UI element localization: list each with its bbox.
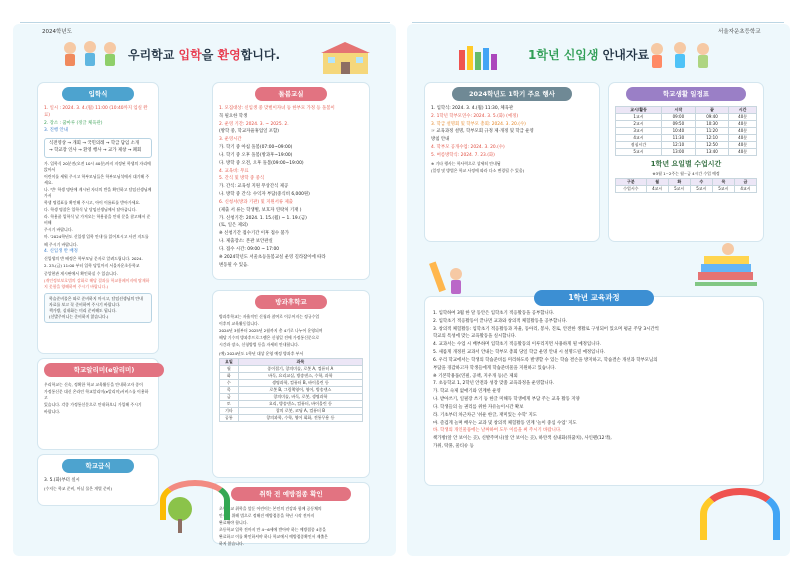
care-line-2: 꼭 필요한 학생 bbox=[219, 113, 248, 119]
crayon-pencils-icon bbox=[455, 42, 505, 72]
table-header: 끝 bbox=[695, 107, 729, 114]
table-row bbox=[220, 387, 363, 394]
curri-line-15: 마. 즐겁게 놀며 배우는 교과 및 창의적 체험활동 연계 '놀이 중심 수업' 지도 bbox=[433, 420, 577, 426]
table-cell: 4교시 bbox=[646, 185, 668, 192]
rainbow-right-icon bbox=[700, 488, 780, 540]
vacc-line-4: 초등학교 입학 전까지 만 4~6세에 받아야 하는 예방접종 4종을 bbox=[219, 527, 327, 533]
table-cell: 종이접기, 창의미술, 로봇 A, 컴퓨터 A bbox=[238, 366, 362, 373]
table-cell: 기타 bbox=[220, 408, 239, 415]
entrance-line-2: 2. 장소 : 꿈마루 (정글 체육관) bbox=[44, 120, 103, 126]
alimi-line-1: 우리학교는 신속, 정확한 학교 교육활동을 안내하고자 종이 bbox=[44, 382, 143, 387]
schedule-panel bbox=[608, 82, 764, 242]
entrance-flow-box bbox=[44, 138, 152, 158]
events-line-4: ☞ 교육과정 설명, 학부모회 규정 제·개정 및 학급 운영 bbox=[431, 129, 534, 135]
class-assign-2: 2. 23.(금) 11:00 부터 입학 당일까지 서울자운초등학교 bbox=[44, 263, 140, 269]
curri-line-6: 5. 새롭게 개정된 교과서 안내는 학부모 총회 당일 학급 운영 안내 시 설명드릴 예정입니다. bbox=[433, 350, 606, 356]
after-line-1: 방과후학교는 자율적인 신청과 참여로 이루어지는 정규수업 bbox=[219, 314, 320, 319]
events-line-3: 3. 학급 설명회 및 학부모 총회: 2024. 3. 20.(수) bbox=[431, 121, 526, 127]
events-line-2: 2. 1학년 학부모연수: 2024. 3. 5.(화) (예정) bbox=[431, 113, 519, 119]
table-header: 화 bbox=[668, 178, 690, 185]
care-panel bbox=[212, 82, 370, 280]
vaccination-panel bbox=[212, 482, 370, 547]
table-cell: 화 bbox=[220, 373, 239, 380]
curri-line-14: 라. 기초부터 차근차근 '쉬운 한글, 재미있는 수학' 지도 bbox=[433, 412, 538, 418]
events-line-1: 1. 입학식: 2024. 3. 4.(월) 11:30, 체육관 bbox=[431, 106, 514, 111]
table-cell: 수 bbox=[220, 380, 239, 387]
table-header: 목 bbox=[712, 178, 734, 185]
weekly-hours-title: 1학년 요일별 수업시간 bbox=[650, 160, 722, 168]
table-row bbox=[220, 373, 363, 380]
alimi-line-4: 바랍니다. bbox=[44, 409, 61, 415]
care-line-13: 6. 신청서(방과 기관) 및 지원서류 제출 bbox=[219, 199, 293, 205]
table-cell: 40분 bbox=[729, 142, 757, 149]
after-school-panel bbox=[212, 290, 370, 478]
table-header: 교시/활동 bbox=[616, 107, 662, 114]
table-cell: 40분 bbox=[729, 121, 757, 128]
books-illustration-icon bbox=[690, 242, 760, 292]
entrance-note-8: 마. '2024학년도 신입생 입학 안내'를 읽어보시고 사전 지도를 bbox=[44, 234, 149, 240]
children-illustration-icon bbox=[60, 38, 120, 68]
table-row bbox=[616, 185, 757, 192]
events-line-7: 5. 여름방학식: 2024. 7. 23.(화) bbox=[431, 152, 495, 158]
curri-line-3: 3. 창의적 체험활동: 입학초기 적응활동과 자율, 동아리, 봉사, 진로, 안전한 생활로 구성되어 있으며 평균 주당 3시간씩 bbox=[433, 326, 659, 332]
weekly-hours-note: ※3월 1~2주는 월~금 4시간 수업 예정 bbox=[652, 170, 720, 176]
alimi-title: 학교알리미(e알리미) bbox=[44, 363, 164, 377]
table-cell: 창의 로봇, 코딩 A, 컴퓨터 B bbox=[238, 408, 362, 415]
care-line-11: 가. 간식: 교육청 지원 무상간식 제공 bbox=[219, 184, 289, 190]
table-cell: 창의과학, 수학, 영어 회화, 전통무용 등 bbox=[238, 415, 362, 422]
care-line-17: ※ 신청기간 접수기간 이후 접수 불가 bbox=[219, 231, 290, 237]
care-line-20: ※ 2024학년도 서울초등돌봄교실 운영 길라잡이에 따라 bbox=[219, 254, 326, 260]
pencil-kids-icon bbox=[428, 258, 468, 298]
curri-line-17: 책가방(앞 안 보이는 곳), 신발주머니(앞 안 보이는 곳), 하얀색 실내화(뒤꿈치), 사인펜(12색), bbox=[433, 436, 612, 442]
table-cell: 목 bbox=[220, 387, 239, 394]
table-cell: 11:30 bbox=[662, 135, 696, 142]
table-cell: 40분 bbox=[729, 114, 757, 121]
supplies-box bbox=[44, 293, 152, 323]
care-line-18: 나. 제출장소: 본관 보안관실 bbox=[219, 239, 273, 245]
care-line-10: 5. 간식 및 방학 중 중식 bbox=[219, 176, 265, 182]
table-cell: 5교시 bbox=[616, 149, 662, 156]
table-row bbox=[616, 128, 757, 135]
table-row bbox=[220, 408, 363, 415]
right-page-title: 1학년 신입생 안내자료 bbox=[528, 48, 650, 62]
table-cell: 생명과학, 컴퓨터 B, 바이올린 등 bbox=[238, 380, 362, 387]
table-cell: 4교시 bbox=[616, 135, 662, 142]
table-cell: 40분 bbox=[729, 135, 757, 142]
alimi-line-2: 가정통신문 대신 온라인 학교알리미(e알리미)서비스를 이용하고 bbox=[44, 389, 149, 401]
curri-line-4: 학교의 특성에 맞는 교육활동을 실시합니다. bbox=[433, 334, 517, 340]
entrance-flow-1: 식전영상 → 개회 → 국민의례 → 학급 담임 소개 bbox=[49, 141, 140, 147]
after-line-4: 해당 기수의 방과후프로그램은 신청일 전에 가정통신문으로 bbox=[219, 335, 320, 341]
entrance-note-7: 주시기 바랍니다. bbox=[44, 227, 73, 233]
events-panel bbox=[424, 82, 600, 242]
curriculum-title: 1학년 교육과정 bbox=[534, 290, 654, 306]
school-building-icon bbox=[318, 40, 373, 75]
right-top-line bbox=[412, 22, 784, 23]
table-row bbox=[616, 142, 757, 149]
curri-line-9: ※ 기본학용품(연필, 공책, 지우개 등)은 제외 bbox=[433, 373, 518, 379]
events-title: 2024학년도 1학기 주요 행사 bbox=[452, 87, 572, 101]
curri-line-8: 부담을 경감하고자 학생들에게 학습준비물을 지원하고 있습니다. bbox=[433, 365, 556, 371]
table-cell: 3교시 bbox=[616, 128, 662, 135]
table-row bbox=[220, 394, 363, 401]
table-cell: 09:00 bbox=[662, 114, 696, 121]
after-line-2: 이후의 교육활동입니다. bbox=[219, 321, 260, 327]
curri-line-16: 바. 학생의 개인물품에는 날짜하여 도두 이름을 써 주시기 바랍니다. bbox=[433, 428, 562, 434]
entrance-note-2: 어린이를 세워 주시고 학부모님들은 학부모님석에서 대기해 주세요. bbox=[44, 174, 150, 186]
class-assign-privacy-note: (개인정보보호법의 강화로 해당 결과를 학교홈페이지에 탑재하지 못함을 양해하여 주시기 바랍니다.) bbox=[44, 277, 150, 289]
table-cell: 13:00 bbox=[662, 149, 696, 156]
care-line-16: (토, 일은 제외) bbox=[219, 223, 248, 229]
supplies-line-2: 자료를 보고 꼭 준비하여 주시기 바랍니다. bbox=[49, 301, 121, 307]
alimi-panel bbox=[37, 358, 159, 450]
entrance-flow-2: → 학교장 인사 → 환영 행사 → 교가 제창 → 폐회 bbox=[49, 148, 142, 154]
table-cell: 09:50 bbox=[662, 121, 696, 128]
table-header: 시간 bbox=[729, 107, 757, 114]
table-cell: 12:10 bbox=[695, 135, 729, 142]
table-row bbox=[220, 401, 363, 408]
after-school-title: 방과후학교 bbox=[255, 295, 327, 309]
curri-line-11: 가. 학교 숙제 없애기와 연계한 운영 bbox=[433, 389, 501, 395]
curri-line-12: 나. 받아쓰기, 일필장 쓰기 등 한글 미해득 학생에게 부담 주는 교육 활동 지양 bbox=[433, 397, 580, 403]
header-year: 2024학년도 bbox=[42, 29, 72, 35]
events-line-8: ※ 기타 행사는 학사력으로 상세히 안내됨 bbox=[431, 160, 501, 166]
after-line-3: 2024년 3월부터 2025년 2월까지 총 4기로 나누어 운영되며 bbox=[219, 328, 323, 334]
care-line-21: 변동될 수 있음. bbox=[219, 262, 249, 268]
alimi-line-3: 있습니다. 각종 가정통신문으로 안내하오니 가입해 주시기 bbox=[44, 402, 142, 408]
header-school: 서울자운초등학교 bbox=[718, 29, 761, 35]
after-table-title: (예) 2024년도 1학년 대상 운영 예정 방과후 부서 bbox=[219, 351, 304, 357]
care-line-8: 다. 방학 중 오전, 오후 돌봄(09:00~19:00) bbox=[219, 160, 304, 166]
care-line-12: 나. 방학 중 간식: 수익자 부담(중식비 6,000원) bbox=[219, 192, 310, 198]
table-row bbox=[616, 114, 757, 121]
left-page-title: 우리학교 입학을 환영합니다. bbox=[128, 48, 281, 62]
entrance-line-3: 3. 진행 안내 bbox=[44, 128, 68, 134]
entrance-note-3: 나. '반' 학생 명단에 게시된 자녀의 반을 확인하고 담임선생님께 가서 bbox=[44, 187, 152, 199]
table-cell: 창의미술, 바둑, 로봇, 생명과학 bbox=[238, 394, 362, 401]
table-header: 시작 bbox=[662, 107, 696, 114]
care-line-15: 가. 신청기간: 2024. 1. 15.(월) ~ 1. 19.(금) bbox=[219, 215, 307, 221]
table-cell: 5교시 bbox=[712, 185, 734, 192]
vaccination-title: 취학 전 예방접종 확인 bbox=[231, 487, 351, 501]
entrance-line-1: 1. 일시 : 2024. 3. 4.(월) 11:00 (10:40까지 입실 완료) bbox=[44, 106, 148, 118]
care-line-7: 나. 학기 중 오후 돌봄(방과후~19:00) bbox=[219, 152, 293, 158]
table-cell: 바둑, 요리교실, 방송댄스, 수학, 과학 bbox=[238, 373, 362, 380]
daily-schedule-table bbox=[615, 106, 757, 156]
care-line-9: 4. 교육비: 무료 bbox=[219, 168, 249, 174]
table-cell: 40분 bbox=[729, 128, 757, 135]
curriculum-panel bbox=[424, 293, 764, 486]
table-cell: 11:20 bbox=[695, 128, 729, 135]
table-row bbox=[220, 380, 363, 387]
table-cell: 금 bbox=[220, 394, 239, 401]
after-school-table bbox=[219, 358, 363, 422]
table-cell: 점심시간 bbox=[616, 142, 662, 149]
table-cell: 토 bbox=[220, 401, 239, 408]
curri-line-10: 7. 초등학교 1, 2학년 안전과 성장 맞춤 교육과정을 운영합니다. bbox=[433, 381, 555, 387]
class-assign-1: 신입생의 반 배정은 학부모님 문자로 알려드립니다. 2024. bbox=[44, 256, 143, 262]
curri-line-18: 가위, 딱풀, 물티슈 등 bbox=[433, 444, 474, 450]
care-line-3: 2. 운영 기간: 2024. 3. ~ 2025. 2. bbox=[219, 121, 289, 127]
table-cell: 4교시 bbox=[734, 185, 756, 192]
meal-line-1: 3. 5.(화)부터 실시 bbox=[44, 478, 80, 483]
table-cell: 5교시 bbox=[690, 185, 712, 192]
table-cell: 40분 bbox=[729, 149, 757, 156]
table-header: 구분 bbox=[616, 178, 647, 185]
vacc-line-1: 초등학교 취학을 앞둔 어린이는 본인의 건강과 함께 공동체의 bbox=[219, 506, 322, 511]
class-assign-3: 중앙현관 게시판에서 확인하실 수 있습니다. bbox=[44, 270, 118, 276]
schedule-title: 학교생활 일정표 bbox=[626, 87, 746, 101]
table-cell: 공통 bbox=[220, 415, 239, 422]
table-cell: 09:40 bbox=[695, 114, 729, 121]
supplies-line-3: 책가방, 실내화는 미리 준비해도 됩니다. bbox=[49, 307, 117, 313]
curri-line-2: 2. 입학초기 적응활동이 끝나면 교과와 창의적 체험활동을 공부합니다. bbox=[433, 318, 568, 324]
table-cell: 2교시 bbox=[616, 121, 662, 128]
table-cell: 로봇 B, 그림책영어, 영어, 방송댄스 bbox=[238, 387, 362, 394]
tree-icon bbox=[165, 495, 195, 535]
supplies-line-1: 학습준비물은 따로 준비하지 마시고, 담임선생님의 안내 bbox=[49, 295, 143, 301]
events-line-6: 4. 학부모 공개수업: 2024. 3. 20.(수) bbox=[431, 145, 505, 151]
table-row bbox=[616, 149, 757, 156]
class-assign-title: 4. 신입생 반 배정 bbox=[44, 248, 78, 254]
table-header: 월 bbox=[646, 178, 668, 185]
kids-group-icon bbox=[645, 40, 715, 70]
vacc-line-5: 완료하고 이를 확인하셔야 하나 학교에서 예방접종확인서 제출은 bbox=[219, 534, 328, 540]
entrance-note-1: 가. 입학식 20분전(오전 10시 40분)까지 지정된 학생의 자리에 앉아서 bbox=[44, 160, 151, 173]
care-title: 돌봄교실 bbox=[255, 87, 327, 101]
after-line-5: 시간과 장소, 신청방법 등을 자세히 안내합니다. bbox=[219, 342, 300, 348]
entrance-title: 입학식 bbox=[62, 87, 134, 101]
table-cell: 5교시 bbox=[668, 185, 690, 192]
care-line-6: 가. 학기 중 아침 돌봄(07:00~09:00) bbox=[219, 145, 293, 151]
entrance-panel bbox=[37, 82, 159, 354]
curri-line-7: 6. 우리 학교에서는 학생의 학습준비를 미리하도록 발생할 수 있는 학습 결손을 방지하고, 학습결손 개선과 학부모님의 bbox=[433, 357, 658, 363]
table-row bbox=[220, 415, 363, 422]
care-line-1: 1. 모집대상: 신입생 중 맞벌이자녀 등 한부모 가정 등 돌봄이 bbox=[219, 106, 335, 111]
left-top-line bbox=[20, 22, 390, 23]
events-line-5: 방침 안내 bbox=[431, 137, 450, 143]
events-line-9: (일정 및 방법은 학교 사정에 따라 다소 변경될 수 있음) bbox=[431, 167, 525, 173]
table-cell: 12:10 bbox=[662, 142, 696, 149]
table-row bbox=[616, 121, 757, 128]
entrance-note-6: 라. 학용품 입학식 날 가져오는 학용품을 안내 문을 참고해서 준비해 bbox=[44, 214, 151, 226]
table-cell: 10:40 bbox=[662, 128, 696, 135]
curri-line-13: 다. 학생들의 놀 권리를 위한 자유놀이시간 확보 bbox=[433, 404, 524, 410]
weekly-hours-table bbox=[615, 178, 757, 193]
table-row bbox=[220, 366, 363, 373]
table-cell: 월 bbox=[220, 366, 239, 373]
table-header: 수 bbox=[690, 178, 712, 185]
vacc-line-6: 하지 않습니다. bbox=[219, 541, 245, 547]
table-header: 금 bbox=[734, 178, 756, 185]
vacc-line-3: 완료해야 합니다. bbox=[219, 520, 248, 526]
vacc-line-2: 안전을 위해 법으로 정해진 예방접종을 학년 시작 전까지 bbox=[219, 513, 315, 519]
table-cell: 수업시수 bbox=[616, 185, 647, 192]
entrance-note-5: 다. 학생 명찰은 입학식 날 담임선생님께서 달아줍니다. bbox=[44, 207, 137, 213]
table-cell: 13:40 bbox=[695, 149, 729, 156]
curri-line-5: 4. 교과서는 수업 시 배부하며 입학초기 적응활동의 이루리지면 사용하게 될 예정입니다. bbox=[433, 342, 601, 348]
care-line-19: 다. 접수 시간: 09:00 ~ 17:00 bbox=[219, 246, 280, 252]
curri-line-1: 1. 입학하여 3월 한 달 동안은 입학초기 적응활동을 공부합니다. bbox=[433, 311, 555, 316]
meal-line-2: (수저는 학교 준비, 아닐 물은 개별 준비) bbox=[44, 485, 113, 491]
meal-title: 학교급식 bbox=[62, 459, 134, 473]
care-line-14: (제출 서 류는 학생별, 보호자 연락처 기재 ) bbox=[219, 207, 302, 213]
entrance-note-9: 해 주시기 바랍니다. bbox=[44, 241, 78, 247]
table-cell: 12:50 bbox=[695, 142, 729, 149]
table-cell: 10:30 bbox=[695, 121, 729, 128]
meal-panel bbox=[37, 454, 159, 506]
table-cell: 1교시 bbox=[616, 114, 662, 121]
after-table-head-day: 요일 bbox=[220, 359, 239, 366]
care-line-5: 3. 운영시간 bbox=[219, 137, 242, 143]
care-line-4: (방학 중, 학교자율휴업일 포함) bbox=[219, 129, 279, 135]
table-cell: 요리, 방송댄스, 컴퓨터, 바이올린 등 bbox=[238, 401, 362, 408]
table-row bbox=[616, 135, 757, 142]
entrance-note-4: 학생 명렬표를 확인해 주시고, 아이 이름표를 받아가세요. bbox=[44, 200, 141, 206]
supplies-line-4: (신발주머니는 준비하지 않습니다.) bbox=[49, 313, 109, 319]
after-table-head-subject: 과목 bbox=[238, 359, 362, 366]
